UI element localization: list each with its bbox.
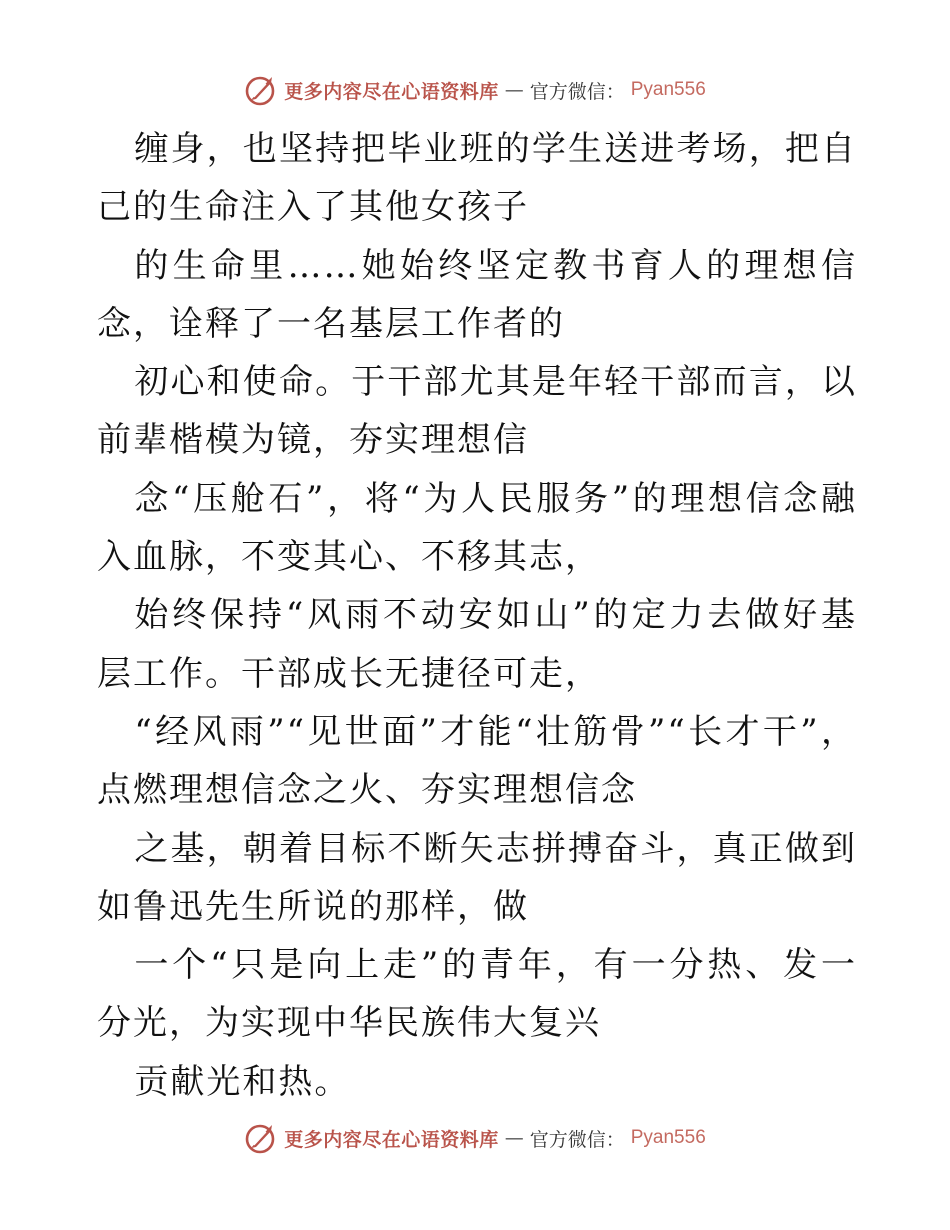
paragraph-8: 一个“只是向上走”的青年，有一分热、发一分光，为实现中华民族伟大复兴 [97,945,857,1044]
banner-wechat-label: 官方微信： [529,80,625,103]
banner-wechat-id: Pyan556 [630,79,706,100]
paragraph-6: “经风雨”“见世面”才能“壮筋骨”“长才干”，点燃理想信念之火、夯实理想信念 [97,711,857,811]
paragraph-5: 始终保持“风雨不动安如山”的定力去做好基层工作。干部成长无捷径可走， [97,595,857,694]
document-body [97,120,857,1111]
paragraph-9: 贡献光和热。 [134,1061,351,1102]
banner-wechat-id: Pyan556 [630,1127,706,1148]
paragraph-4: 念“压舱石”，将“为人民服务”的理想信念融入血脉，不变其心、不移其志， [97,478,857,578]
quill-logo-icon [244,1121,278,1155]
banner-brand-text: 更多内容尽在心语资料库 [284,1128,499,1151]
paragraph-2: 的生命里……她始终坚定教书育人的理想信念，诠释了一名基层工作者的 [97,245,857,344]
paragraph-7: 之基，朝着目标不断矢志拼搏奋斗，真正做到如鲁迅先生所说的那样，做 [97,828,857,927]
footer-banner [0,1118,950,1158]
paragraph-3: 初心和使命。于干部尤其是年轻干部而言，以前辈楷模为镜，夯实理想信 [97,362,857,461]
banner-brand-text: 更多内容尽在心语资料库 [284,80,499,103]
banner-wechat-label: 官方微信： [529,1128,625,1151]
banner-separator: — [504,79,524,101]
paragraph-1: 缠身，也坚持把毕业班的学生送进考场，把自己的生命注入了其他女孩子 [97,129,857,228]
quill-logo-icon [244,73,278,107]
header-banner [0,70,950,110]
banner-separator: — [504,1127,524,1149]
